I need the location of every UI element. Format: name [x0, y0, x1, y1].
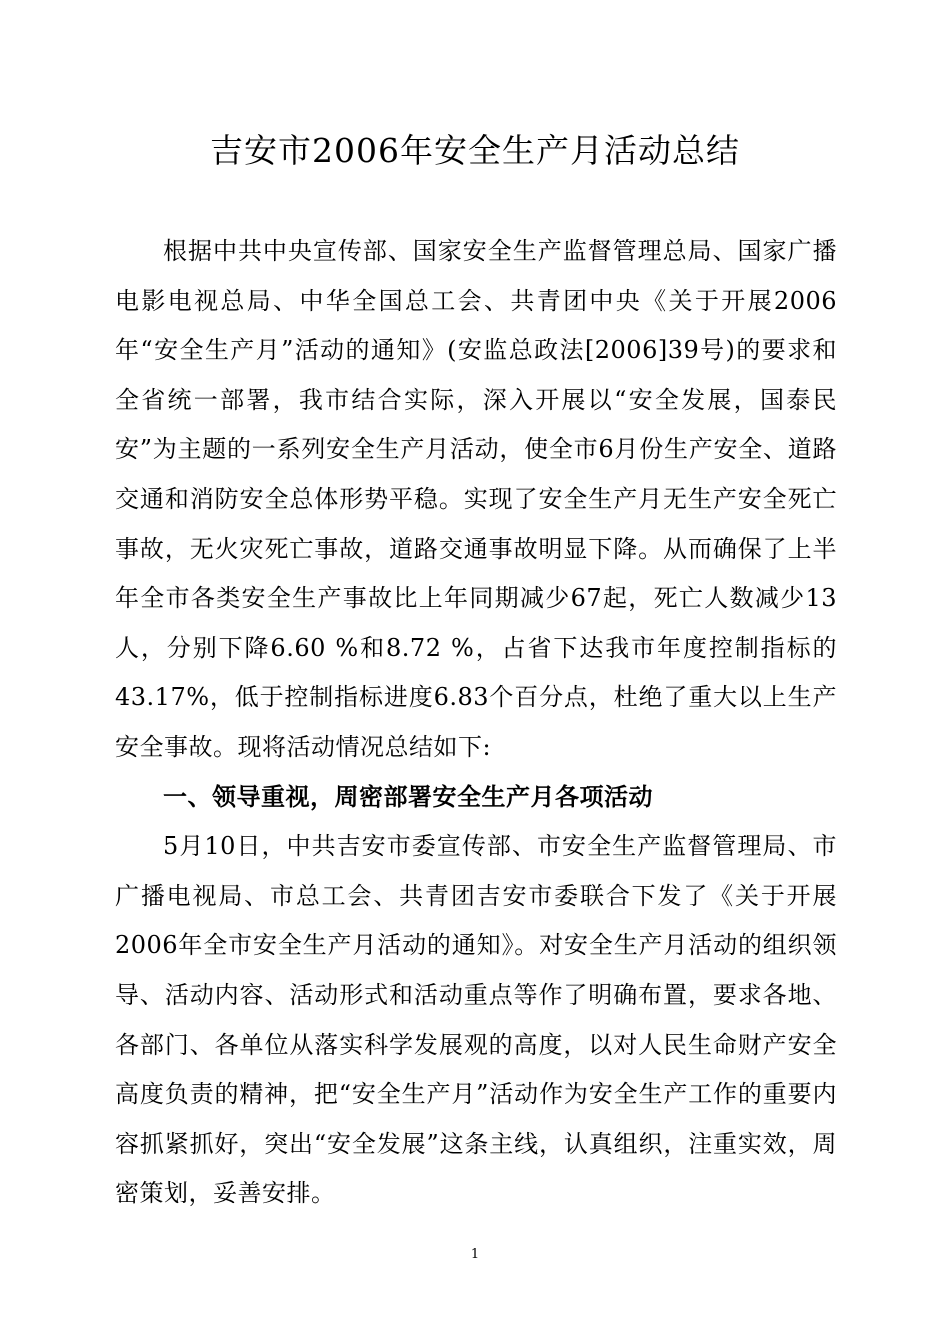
document-body	[115, 227, 837, 1219]
intro-paragraph: 根据中共中央宣传部、国家安全生产监督管理总局、国家广播电影电视总局、中华全国总工会、共青团中央《关于开展2006年“安全生产月”活动的通知》(安监总政法[2006]39号)的要求和全省统一部署，我市结合实际，深入开展以“安全发展，国泰民安”为主题的一系列安全生产月活动，使全市6月份生产安全、道路交通和消防安全总体形势平稳。实现了安全生产月无生产安全死亡事故，无火灾死亡事故，道路交通事故明显下降。从而确保了上半年全市各类安全生产事故比上年同期减少67起，死亡人数减少13人，分别下降6.60 %和8.72 %，占省下达我市年度控制指标的43.17%，低于控制指标进度6.83个百分点，杜绝了重大以上生产安全事故。现将活动情况总结如下:	[115, 237, 837, 761]
page-number: 1	[470, 1247, 480, 1262]
section-paragraph: 5月10日，中共吉安市委宣传部、市安全生产监督管理局、市广播电视局、市总工会、共青团吉安市委联合下发了《关于开展2006年全市安全生产月活动的通知》。对安全生产月活动的组织领导、活动内容、活动形式和活动重点等作了明确布置，要求各地、各部门、各单位从落实科学发展观的高度，以对人民生命财产安全高度负责的精神，把“安全生产月”活动作为安全生产工作的重要内容抓紧抓好，突出“安全发展”这条主线，认真组织，注重实效，周密策划，妥善安排。	[115, 832, 837, 1208]
document-title: 吉安市2006年安全生产月活动总结	[210, 131, 740, 170]
section-heading: 一、领导重视，周密部署安全生产月各项活动	[163, 782, 653, 811]
